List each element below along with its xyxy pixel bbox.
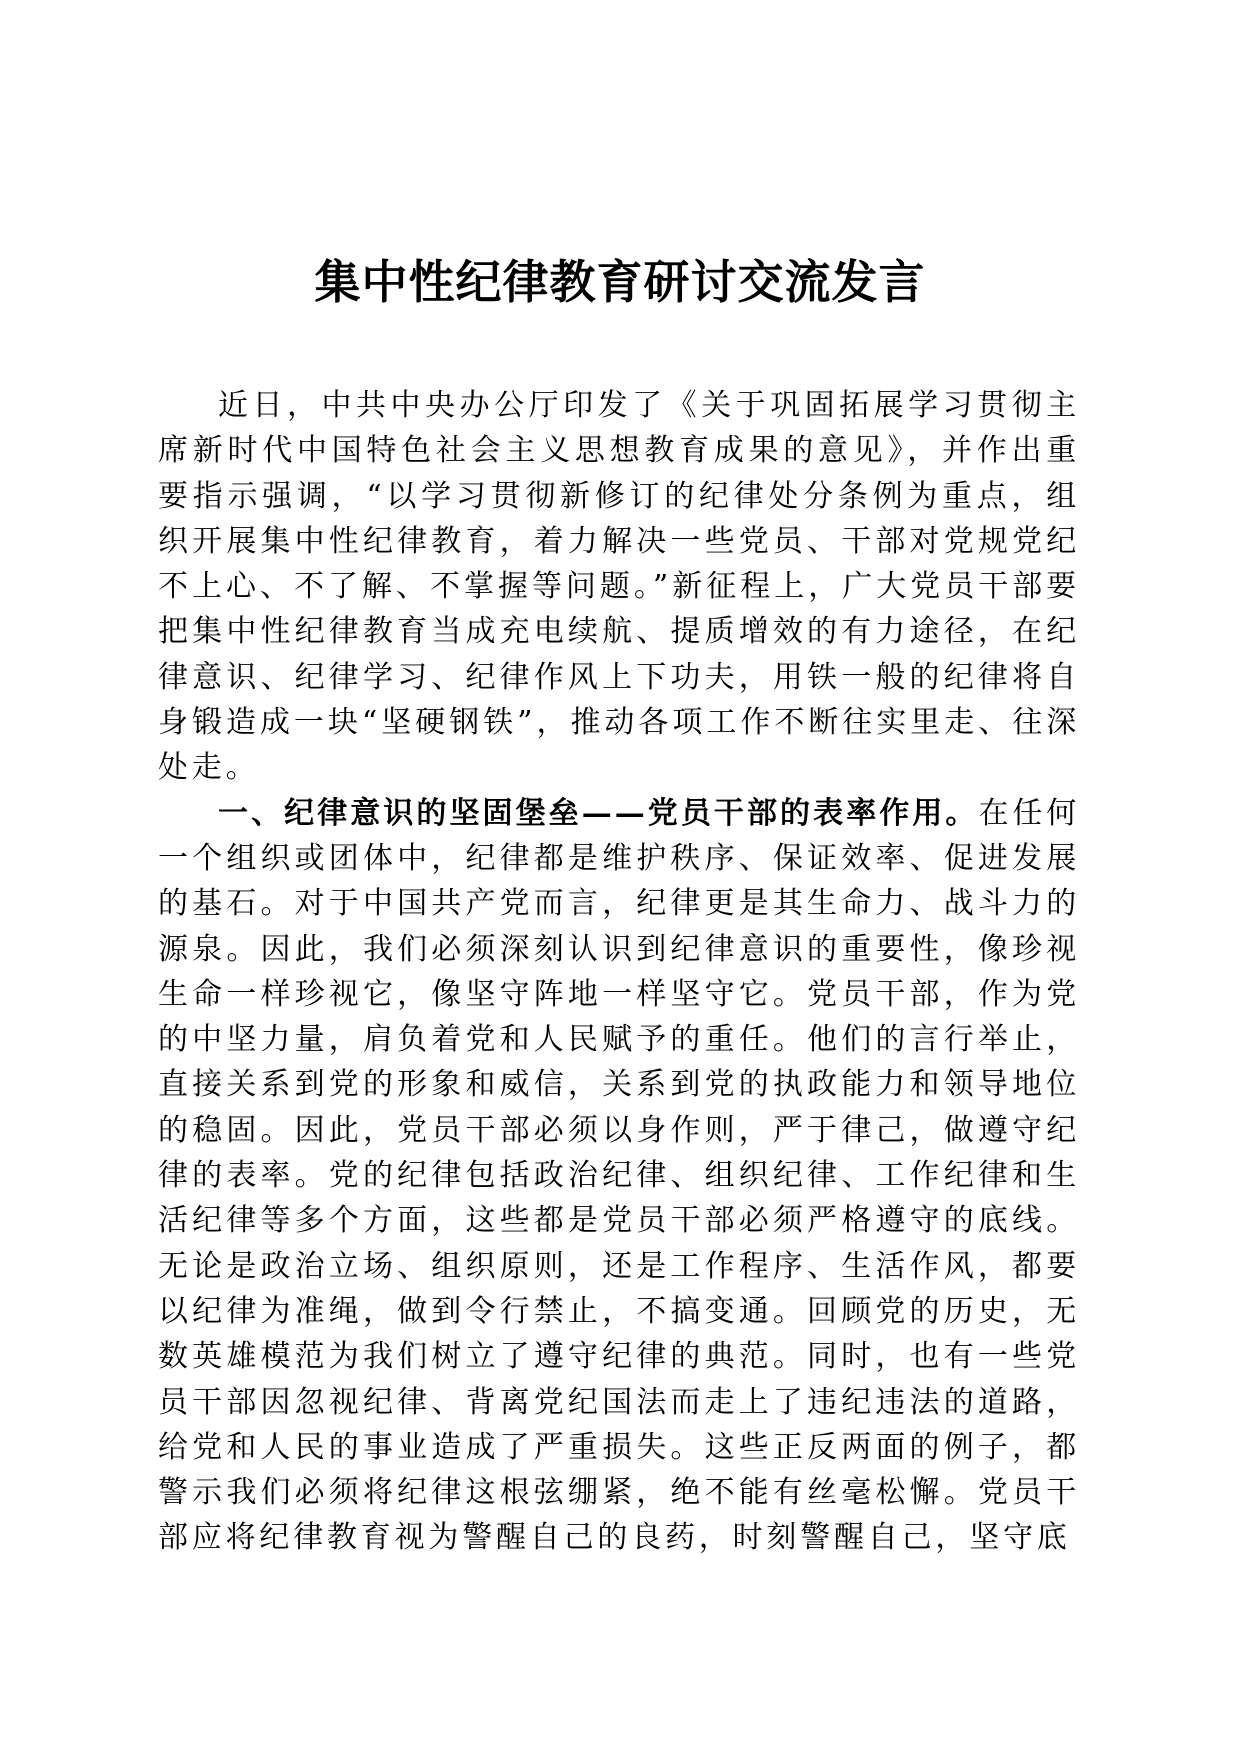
- paragraph-intro: [158, 383, 1080, 791]
- document-body: [158, 383, 1080, 1561]
- section-1-text: 在任何一个组织或团体中，纪律都是维护秩序、保证效率、促进发展的基石。对于中国共产党而言，纪律更是其生命力、战斗力的源泉。因此，我们必须深刻认识到纪律意识的重要性，像珍视生命一样珍视它，像坚守阵地一样坚守它。党员干部，作为党的中坚力量，肩负着党和人民赋予的重任。他们的言行举止，直接关系到党的形象和威信，关系到党的执政能力和领导地位的稳固。因此，党员干部必须以身作则，严于律己，做遵守纪律的表率。党的纪律包括政治纪律、组织纪律、工作纪律和生活纪律等多个方面，这些都是党员干部必须严格遵守的底线。无论是政治立场、组织原则，还是工作程序、生活作风，都要以纪律为准绳，做到令行禁止，不搞变通。回顾党的历史，无数英雄模范为我们树立了遵守纪律的典范。同时，也有一些党员干部因忽视纪律、背离党纪国法而走上了违纪违法的道路，给党和人民的事业造成了严重损失。这些正反两面的例子，都警示我们必须将纪律这根弦绷紧，绝不能有丝毫松懈。党员干部应将纪律教育视为警醒自己的良药，时刻警醒自己，坚守底: [158, 795, 1081, 1556]
- section-1-heading: 一、纪律意识的坚固堡垒——党员干部的表率作用。: [218, 795, 979, 831]
- document-title: 集中性纪律教育研讨交流发言: [314, 255, 926, 309]
- paragraph-intro-text: 近日，中共中央办公厅印发了《关于巩固拓展学习贯彻主席新时代中国特色社会主义思想教育成果的意见》，并作出重要指示强调，“以学习贯彻新修订的纪律处分条例为重点，组织开展集中性纪律教育，着力解决一些党员、干部对党规党纪不上心、不了解、不掌握等问题。”新征程上，广大党员干部要把集中性纪律教育当成充电续航、提质增效的有力途径，在纪律意识、纪律学习、纪律作风上下功夫，用铁一般的纪律将自身锻造成一块“坚硬钢铁”，推动各项工作不断往实里走、往深处走。: [158, 388, 1080, 786]
- paragraph-section-1: [158, 791, 1080, 1561]
